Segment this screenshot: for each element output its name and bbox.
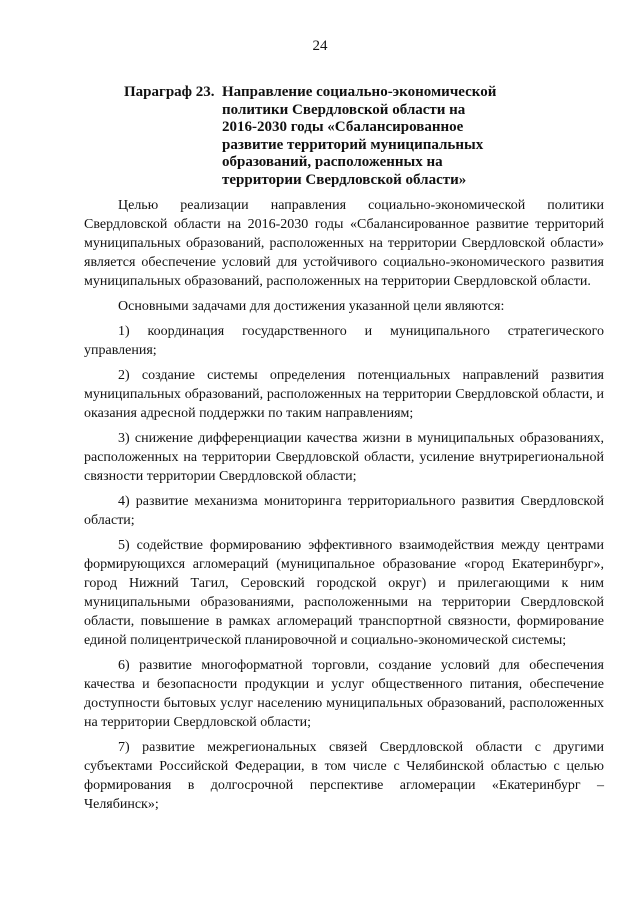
task-item-1: 1) координация государственного и муниципального стратегического управления; [84, 324, 604, 358]
body-text [84, 196, 604, 820]
section-heading-line: территории Свердловской области» [222, 171, 467, 188]
section-heading-line: политики Свердловской области на [222, 101, 466, 118]
task-item-2: 2) создание системы определения потенциальных направлений развития муниципальных образований, расположенных на территории Свердловской области, и оказания адресной поддержки по таким направлениям; [84, 368, 604, 421]
task-item-3: 3) снижение дифференциации качества жизни в муниципальных образованиях, расположенных на территории Свердловской области, усиление внутрирегиональной связности территории Свердловской области; [84, 431, 604, 484]
section-heading-line: образований, расположенных на [222, 154, 443, 170]
section-heading-line: 2016-2030 годы «Сбалансированное [222, 119, 464, 135]
section-heading-line: Направление социально-экономической [222, 84, 497, 100]
goal-paragraph: Целью реализации направления социально-экономической политики Свердловской области на 2016-2030 годы «Сбалансированное развитие территорий муниципальных образований, расположенных на территории Свердловской области» является обеспечение условий для устойчивого социально-экономического развития муниципальных образований, расположенных на территории Свердловской области. [84, 198, 604, 289]
task-item-6: 6) развитие многоформатной торговли, создание условий для обеспечения качества и безопасности продукции и услуг общественного питания, обеспечение доступности бытовых услуг населению муниципальных образований, расположенных на территории Свердловской области; [84, 658, 604, 730]
section-heading-line: развитие территорий муниципальных [222, 136, 484, 153]
task-item-5: 5) содействие формированию эффективного взаимодействия между центрами формирующихся агломераций (муниципальное образование «город Екатеринбург», город Нижний Тагил, Серовский городской округ) и прилегающими к ним муниципальными образованиями, расположенными на территории Свердловской области, повышение в рамках агломераций транспортной связности, формирование единой полицентрической планировочной и социально-экономической системы; [84, 538, 604, 648]
tasks-intro-paragraph: Основными задачами для достижения указанной цели являются: [118, 299, 505, 314]
section-heading [124, 84, 544, 189]
page-number: 24 [312, 38, 328, 54]
task-item-4: 4) развитие механизма мониторинга территориального развития Свердловской области; [84, 494, 604, 528]
task-item-7: 7) развитие межрегиональных связей Свердловской области с другими субъектами Российской Федерации, в том числе с Челябинской областью с целью формирования в долгосрочной перспективе агломерации «Екатеринбург – Челябинск»; [84, 740, 604, 812]
section-heading-prefix: Параграф 23. [124, 84, 215, 100]
section-heading-title [222, 84, 522, 189]
